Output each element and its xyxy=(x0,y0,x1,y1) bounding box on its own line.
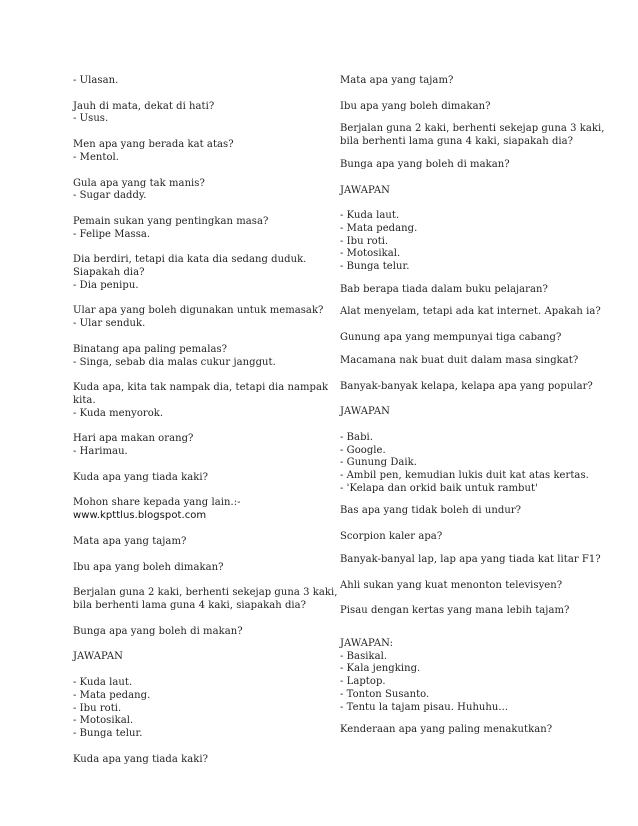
text-line: - Singa, sebab dia malas cukur janggut. xyxy=(73,356,276,368)
text-line: Kuda apa, kita tak nampak dia, tetapi dia nampak xyxy=(73,382,329,394)
text-line: - Ibu roti. xyxy=(340,235,389,247)
list-item xyxy=(73,433,323,458)
text-line: Mata apa yang tajam? xyxy=(340,75,454,86)
text-line: Alat menyelam, tetapi ada kat internet. Apakah ia? xyxy=(340,306,601,318)
text-line: Banyak-banyal lap, lap apa yang tiada kat litar F1? xyxy=(340,553,601,565)
list-item xyxy=(73,472,323,485)
text-line: - 'Kelapa dan orkid baik untuk rambut' xyxy=(340,482,538,494)
text-line: Ahli sukan yang kuat menonton televisyen? xyxy=(340,579,563,591)
list-item xyxy=(340,75,585,88)
text-line: Berjalan guna 2 kaki, berhenti sekejap guna 3 kaki, xyxy=(340,123,605,135)
text-line: bila berhenti lama guna 4 kaki, siapakah dia? xyxy=(340,136,574,148)
text-line: - Usus. xyxy=(73,113,109,125)
list-item xyxy=(340,210,585,274)
text-line: - Kuda menyorok. xyxy=(73,407,164,419)
right-column xyxy=(340,75,605,737)
text-line: - Kuda laut. xyxy=(73,677,133,689)
text-line: - Felipe Massa. xyxy=(73,228,151,240)
text-line: Scorpion kaler apa? xyxy=(340,531,443,543)
text-line: Kuda apa yang tiada kaki? xyxy=(73,471,208,483)
text-line: Mohon share kepada yang lain.:- xyxy=(73,497,241,509)
list-item xyxy=(340,580,585,593)
text-line: - Bunga telur. xyxy=(73,727,143,739)
list-item xyxy=(340,159,585,172)
text-line: Kuda apa yang tiada kaki? xyxy=(73,753,208,765)
text-line: Bab berapa tiada dalam buku pelajaran? xyxy=(340,283,548,295)
text-line: - Basikal. xyxy=(340,650,388,662)
text-line: Macamana nak buat duit dalam masa singkat? xyxy=(340,354,579,366)
list-item xyxy=(340,724,585,737)
text-line: Mata apa yang tajam? xyxy=(73,535,187,547)
list-item xyxy=(340,123,605,148)
text-line: - Mata pedang. xyxy=(340,222,418,234)
text-line: Bunga apa yang boleh di makan? xyxy=(340,158,510,170)
text-line: - Kala jengking. xyxy=(340,663,421,675)
text-line: Ular apa yang boleh digunakan untuk memasak? xyxy=(73,305,324,317)
text-line: - Ibu roti. xyxy=(73,702,122,714)
text-line: kita. xyxy=(73,394,96,406)
text-line: - Babi. xyxy=(340,431,373,443)
list-item xyxy=(73,562,323,575)
list-item xyxy=(73,216,323,241)
text-line: - Laptop. xyxy=(340,676,386,688)
text-line: JAWAPAN xyxy=(340,406,390,418)
list-item xyxy=(340,101,585,114)
list-item xyxy=(340,306,601,319)
list-item xyxy=(73,178,323,203)
list-item xyxy=(340,553,601,567)
list-item xyxy=(340,355,585,368)
text-line: Binatang apa paling pemalas? xyxy=(73,343,228,355)
list-item xyxy=(340,406,585,419)
text-line: Gunung apa yang mempunyai tiga cabang? xyxy=(340,332,562,344)
list-item xyxy=(73,254,323,292)
list-item xyxy=(73,754,323,767)
list-item xyxy=(340,638,585,714)
text-line: - Motosikal. xyxy=(73,715,134,727)
text-line: bila berhenti lama guna 4 kaki, siapakah dia? xyxy=(73,599,307,611)
list-item xyxy=(340,380,593,394)
text-line: Hari apa makan orang? xyxy=(73,433,194,445)
text-line: - Sugar daddy. xyxy=(73,190,147,202)
text-line: Gula apa yang tak manis? xyxy=(73,177,205,189)
text-line: - Ular senduk. xyxy=(73,318,146,330)
text-line: JAWAPAN: xyxy=(340,637,394,649)
list-item xyxy=(340,284,585,297)
text-line: Bas apa yang tidak boleh di undur? xyxy=(340,505,522,517)
list-item xyxy=(73,101,323,126)
text-line: - Google. xyxy=(340,444,386,456)
text-line: JAWAPAN xyxy=(73,651,123,663)
text-line: - Mentol. xyxy=(73,151,120,163)
list-item xyxy=(340,431,589,496)
list-item xyxy=(73,677,323,741)
text-line: - Motosikal. xyxy=(340,248,401,260)
text-line: Siapakah dia? xyxy=(73,267,145,279)
text-line: - Ambil pen, kemudian lukis duit kat atas kertas. xyxy=(340,470,589,482)
list-item xyxy=(73,382,329,420)
list-item xyxy=(340,505,585,518)
text-line: - Dia penipu. xyxy=(73,279,139,291)
list-item xyxy=(73,139,323,164)
text-line: Men apa yang berada kat atas? xyxy=(73,139,234,151)
text-line: Dia berdiri, tetapi dia kata dia sedang duduk. xyxy=(73,254,307,266)
text-line: - Bunga telur. xyxy=(340,261,410,273)
list-item xyxy=(73,344,323,369)
text-line: Pisau dengan kertas yang mana lebih tajam? xyxy=(340,605,570,617)
list-item xyxy=(340,531,585,544)
text-line: Ibu apa yang boleh dimakan? xyxy=(73,561,224,573)
text-line: - Ulasan. xyxy=(73,75,119,86)
text-line: - Tentu la tajam pisau. Huhuhu... xyxy=(340,701,509,713)
text-line: - Gunung Daik. xyxy=(340,457,418,469)
list-item xyxy=(73,536,323,549)
text-line: - Mata pedang. xyxy=(73,689,151,701)
list-item xyxy=(73,626,323,639)
text-line: JAWAPAN xyxy=(340,184,390,196)
list-item xyxy=(73,497,323,522)
text-line: - Harimau. xyxy=(73,446,128,458)
text-line: - Tonton Susanto. xyxy=(340,688,430,700)
text-line: Kenderaan apa yang paling menakutkan? xyxy=(340,724,553,736)
list-item xyxy=(73,651,323,664)
blog-link[interactable]: www.kpttlus.blogspot.com xyxy=(73,510,207,522)
list-item xyxy=(73,75,323,88)
text-line: Berjalan guna 2 kaki, berhenti sekejap guna 3 kaki, xyxy=(73,587,338,599)
list-item xyxy=(340,185,585,198)
list-item xyxy=(340,332,585,345)
list-item xyxy=(73,305,323,330)
text-line: Pemain sukan yang pentingkan masa? xyxy=(73,215,269,227)
list-item xyxy=(340,605,585,618)
list-item xyxy=(73,587,338,612)
left-column xyxy=(73,75,338,766)
text-line: - Kuda laut. xyxy=(340,210,400,222)
text-line: Bunga apa yang boleh di makan? xyxy=(73,625,243,637)
text-line: Banyak-banyak kelapa, kelapa apa yang popular? xyxy=(340,380,593,392)
text-line: Jauh di mata, dekat di hati? xyxy=(73,100,215,112)
text-line: Ibu apa yang boleh dimakan? xyxy=(340,100,491,112)
